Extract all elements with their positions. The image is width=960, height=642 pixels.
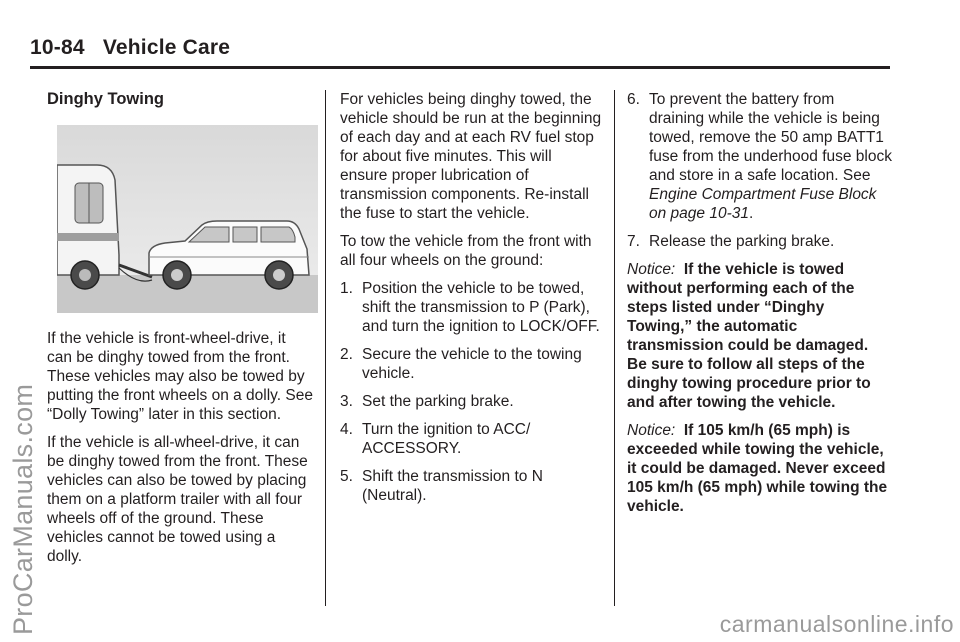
column-2	[340, 90, 602, 514]
list-item	[627, 90, 892, 223]
list-item	[340, 420, 602, 458]
step-number: 1.	[340, 280, 353, 297]
step-number: 5.	[340, 468, 353, 485]
column-1	[47, 90, 313, 575]
notice-label: Notice:	[627, 422, 676, 439]
column-3	[627, 90, 892, 525]
paragraph-front-wheel-drive: If the vehicle is front-wheel-drive, it can be dinghy towed from the front. These vehicles may also be towed by putting the front wheels on a dolly. See “Dolly Towing” later in this section.	[47, 330, 313, 423]
section-heading: Dinghy Towing	[47, 90, 165, 108]
notice-speed	[627, 421, 892, 516]
step-text-end: .	[748, 205, 754, 222]
notice-text: If the vehicle is towed without performing each of the steps listed under “Dinghy Towing,” the automatic transmission could be damaged. Be sure to follow all steps of the dinghy towing procedure prior to and after towing the vehicle.	[627, 261, 871, 411]
rv-towing-suv-illustration	[57, 125, 318, 313]
step-text: Secure the vehicle to the towing vehicle.	[362, 346, 582, 382]
step-number: 4.	[340, 421, 353, 438]
section-title: Vehicle Care	[102, 36, 231, 59]
towing-steps-list	[340, 279, 602, 505]
notice-transmission	[627, 260, 892, 412]
paragraph-tow-intro: To tow the vehicle from the front with all four wheels on the ground:	[340, 233, 592, 269]
step-number: 7.	[627, 233, 640, 250]
notice-text: If 105 km/h (65 mph) is exceeded while towing the vehicle, it could be damaged. Never exceed 105 km/h (65 mph) while towing the vehicle.	[627, 422, 888, 515]
page-header	[30, 36, 890, 69]
step-number: 6.	[627, 91, 640, 108]
step-text: To prevent the battery from draining while the vehicle is being towed, remove the 50 amp BATT1 fuse from the underhood fuse block and store in a safe location. See	[649, 91, 892, 184]
list-item	[340, 279, 602, 336]
notice-label: Notice:	[627, 261, 676, 278]
list-item	[340, 345, 602, 383]
towing-steps-list-continued	[627, 90, 892, 251]
list-item	[340, 467, 602, 505]
step-text: Shift the transmission to N (Neutral).	[362, 468, 543, 504]
list-item	[340, 392, 602, 411]
header-title	[30, 36, 230, 60]
dinghy-towing-illustration	[57, 125, 318, 313]
paragraph-daily-run: For vehicles being dinghy towed, the vehicle should be run at the beginning of each day and at each RV fuel stop for about five minutes. This will ensure proper lubrication of transmission components. Re-install the fuse to start the vehicle.	[340, 91, 602, 222]
step-text: Position the vehicle to be towed, shift the transmission to P (Park), and turn the ignition to LOCK/OFF.	[362, 280, 600, 335]
paragraph-all-wheel-drive: If the vehicle is all-wheel-drive, it can be dinghy towed from the front. These vehicles can also be towed by placing them on a platform trailer with all four wheels off of the ground. These vehicles cannot be towed using a dolly.	[47, 434, 308, 565]
column-divider-2	[614, 90, 615, 606]
column-divider-1	[325, 90, 326, 606]
list-item	[627, 232, 892, 251]
watermark-side: ProCarManuals.com	[8, 383, 38, 635]
cross-reference: Engine Compartment Fuse Block on page 10-31	[649, 186, 877, 222]
watermark-bottom: carmanualsonline.info	[719, 611, 954, 637]
step-text: Turn the ignition to ACC/ ACCESSORY.	[362, 421, 531, 457]
step-number: 3.	[340, 393, 353, 410]
page-number: 10-84	[30, 36, 85, 59]
step-number: 2.	[340, 346, 353, 363]
step-text: Release the parking brake.	[649, 233, 835, 250]
step-text: Set the parking brake.	[362, 393, 514, 410]
